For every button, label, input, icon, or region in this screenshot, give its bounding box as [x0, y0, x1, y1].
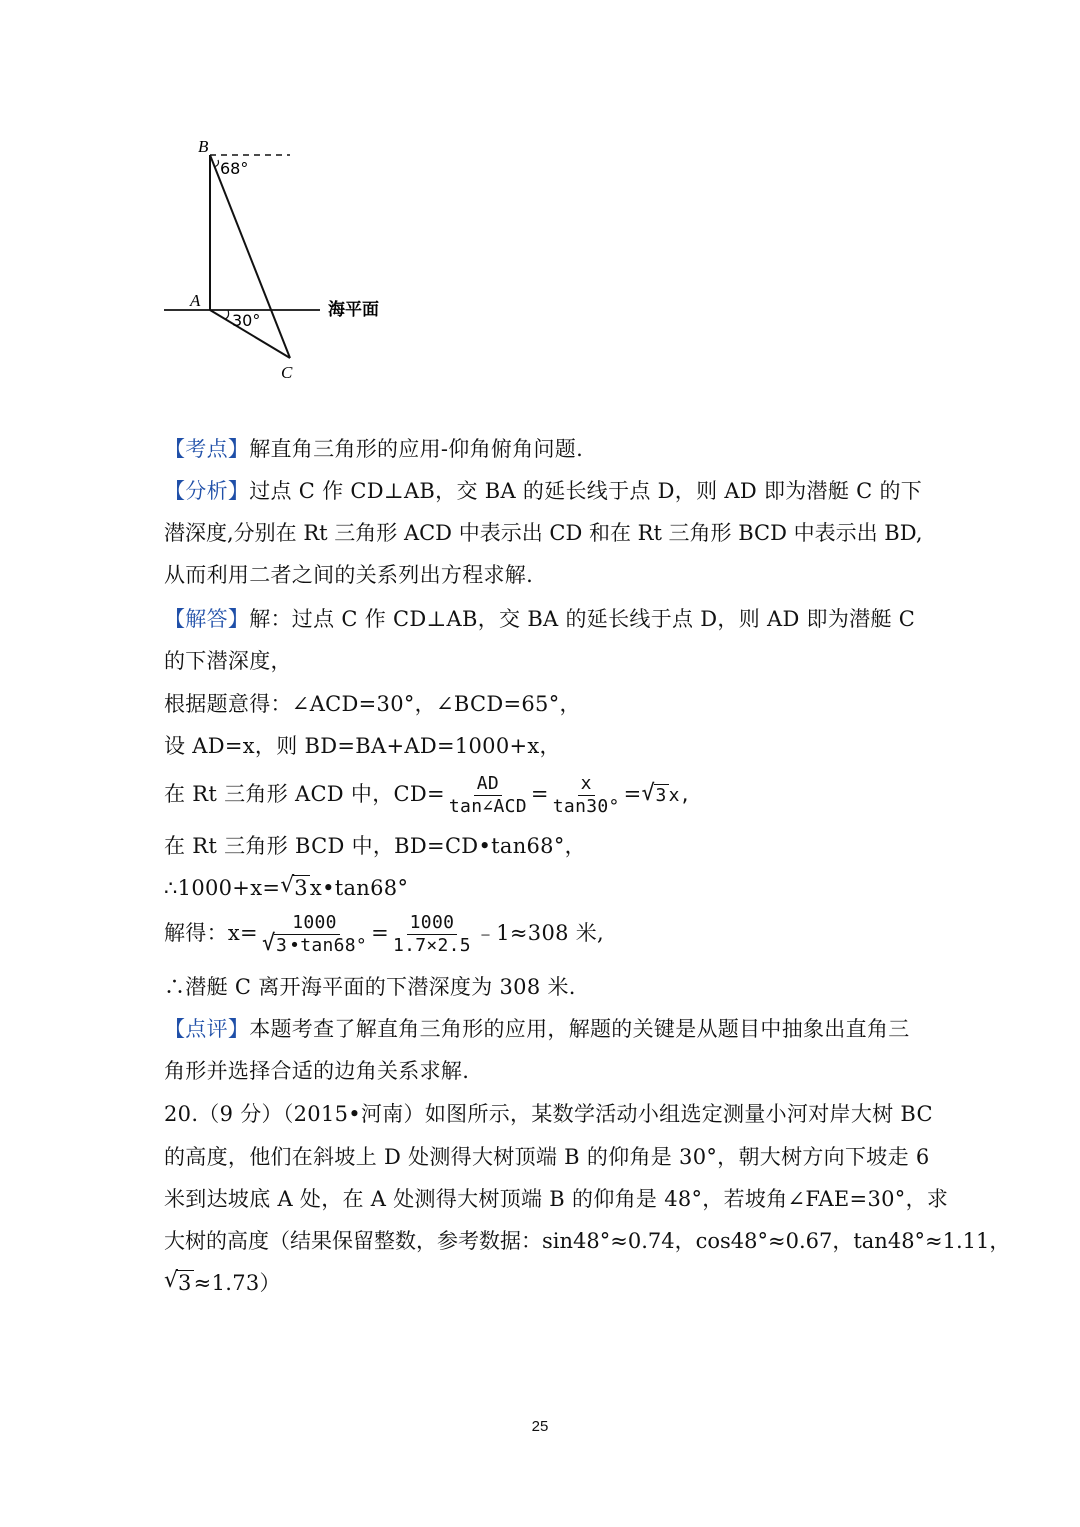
q20-line-1: 20.（9 分）（2015•河南）如图所示，某数学活动小组选定测量小河对岸大树 BC [164, 1102, 933, 1126]
label-angle-30: 30° [232, 311, 261, 330]
fenxi-line-3: 从而利用二者之间的关系列出方程求解. [164, 563, 534, 587]
triangle-figure [150, 130, 410, 390]
fenxi-line-2: 潜深度,分别在 Rt 三角形 ACD 中表示出 CD 和在 Rt 三角形 BCD 中表示出 BD, [164, 521, 923, 545]
q20-line-4: 大树的高度（结果保留整数，参考数据：sin48°≈0.74，cos48°≈0.67，tan48°≈1.11， [164, 1229, 1011, 1253]
angle-arc-A [225, 310, 229, 319]
jieda-line-3: 根据题意得：∠ACD=30°，∠BCD=65°， [164, 692, 581, 716]
jieda-line-1 [164, 604, 915, 634]
fraction-1000-over-sqrt3-tan68 [259, 912, 370, 957]
equals-3: = [371, 921, 389, 945]
fenxi-line-1 [164, 476, 922, 506]
sqrt-3-c: √ 3 [262, 935, 289, 957]
equals-2: = [623, 782, 642, 806]
jieda-text-1: 解：过点 C 作 CD⊥AB，交 BA 的延长线于点 D，则 AD 即为潜艇 C [249, 607, 916, 631]
jieda-tag: 【解答】 [164, 607, 250, 631]
fenxi-text-1: 过点 C 作 CD⊥AB，交 BA 的延长线于点 D，则 AD 即为潜艇 C 的下 [249, 479, 923, 503]
dianping-text-1: 本题考查了解直角三角形的应用，解题的关键是从题目中抽象出直角三 [249, 1017, 910, 1041]
fraction-1000-over-product [390, 912, 474, 957]
q20-line-5 [164, 1268, 281, 1298]
jieda-line-6: 在 Rt 三角形 BCD 中，BD=CD•tan68°， [164, 834, 586, 858]
q20-line-3: 米到达坡底 A 处，在 A 处测得大树顶端 B 的仰角是 48°，若坡角∠FAE=30°，求 [164, 1187, 949, 1211]
label-C: C [281, 363, 293, 382]
fraction-ad-over-tan-acd [446, 773, 530, 818]
label-sea-level: 海平面 [328, 300, 379, 320]
fenxi-tag: 【分析】 [164, 479, 250, 503]
fraction-x-over-tan30 [550, 773, 623, 818]
triangle-diagram [150, 130, 410, 390]
jieda-line-8 [164, 910, 604, 957]
jieda-line-7 [164, 873, 408, 903]
kaodian-tag: 【考点】 [164, 437, 250, 461]
frac4-numerator: 1000 [407, 912, 458, 935]
page-number: 25 [531, 1418, 549, 1435]
jieda-line-4: 设 AD=x，则 BD=BA+AD=1000+x， [164, 734, 561, 758]
jieda-line7-suffix: x•tan68° [309, 876, 409, 900]
label-B: B [198, 137, 209, 156]
kaodian-text: 解直角三角形的应用-仰角俯角问题. [249, 437, 584, 461]
frac2-numerator: x [578, 773, 595, 796]
frac2-denominator: tan30° [552, 796, 620, 817]
sqrt-3-d: √ 3 [164, 1268, 194, 1298]
jieda-line8-suffix: ﹣1≈308 米, [474, 921, 605, 945]
label-A: A [190, 291, 201, 310]
q20-line5-suffix: ≈1.73） [193, 1271, 281, 1295]
frac1-denominator: tan∠ACD [448, 796, 527, 817]
jieda-line-5 [164, 772, 691, 818]
jieda-line-2: 的下潜深度， [164, 649, 292, 673]
equals-1: = [530, 782, 549, 806]
frac3-denominator: √ 3 •tan68° [259, 935, 370, 957]
dianping-tag: 【点评】 [164, 1017, 250, 1041]
sqrt-3-a: √ 3 [642, 774, 669, 818]
q20-line-2: 的高度，他们在斜坡上 D 处测得大树顶端 B 的仰角是 30°，朝大树方向下坡走 6 [164, 1145, 930, 1169]
kaodian-line [164, 434, 583, 464]
jieda-line7-prefix: ∴1000+x= [164, 876, 281, 900]
sqrt-3-b: √ 3 [280, 873, 310, 903]
x-tail: x, [668, 785, 691, 806]
frac4-denominator: 1.7×2.5 [392, 935, 471, 956]
jieda-line8-prefix: 解得：x= [164, 921, 258, 945]
frac1-numerator: AD [474, 773, 502, 796]
frac3-numerator: 1000 [289, 912, 340, 935]
jieda-line5-prefix: 在 Rt 三角形 ACD 中，CD= [164, 782, 445, 806]
jieda-line-9: ∴潜艇 C 离开海平面的下潜深度为 308 米. [164, 975, 576, 999]
label-angle-68: 68° [220, 159, 249, 178]
dianping-line-1 [164, 1014, 910, 1044]
dianping-line-2: 角形并选择合适的边角关系求解. [164, 1059, 470, 1083]
